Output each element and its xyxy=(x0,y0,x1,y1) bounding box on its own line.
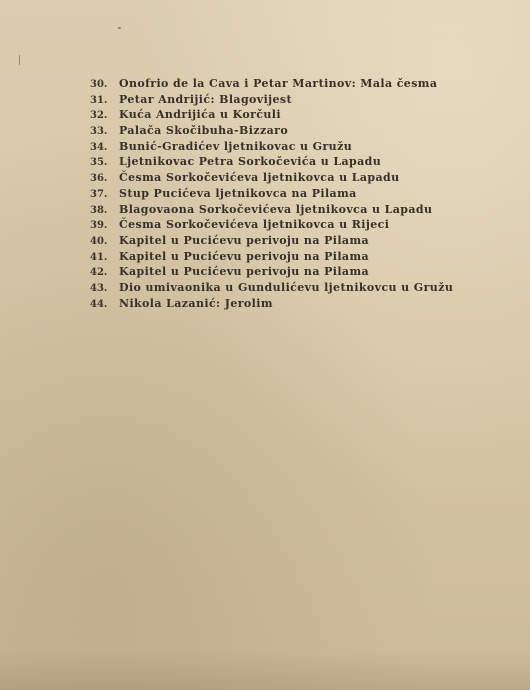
entry-number: 38. xyxy=(90,204,108,216)
list-item xyxy=(90,281,510,297)
ink-speck xyxy=(118,27,121,29)
entry-number: 43. xyxy=(90,282,108,294)
entry-number: 37. xyxy=(90,188,108,200)
entry-number: 44. xyxy=(90,298,108,310)
entry-text: Palača Skočibuha-Bizzaro xyxy=(119,124,289,138)
entry-text: Kapitel u Pucićevu perivoju na Pilama xyxy=(119,249,370,263)
list-item xyxy=(90,218,510,234)
entry-number: 39. xyxy=(90,220,108,232)
entry-text: Stup Pucićeva ljetnikovca na Pilama xyxy=(119,186,357,200)
illustration-list xyxy=(90,77,510,312)
entry-text: Bunić-Gradićev ljetnikovac u Gružu xyxy=(119,139,353,153)
list-item xyxy=(90,234,510,250)
entry-text: Česma Sorkočevićeva ljetnikovca u Rijeci xyxy=(119,218,390,232)
entry-number: 36. xyxy=(90,173,108,185)
entry-text: Nikola Lazanić: Jerolim xyxy=(119,296,273,310)
entry-text: Česma Sorkočevićeva ljetnikovca u Lapadu xyxy=(119,171,400,185)
entry-text: Kapitel u Pucićevu perivoju na Pilama xyxy=(119,265,370,279)
entry-number: 34. xyxy=(90,141,108,153)
list-item xyxy=(90,155,510,171)
entry-number: 31. xyxy=(90,94,108,106)
list-item xyxy=(90,108,510,124)
entry-number: 35. xyxy=(90,157,108,169)
list-item xyxy=(90,203,510,219)
entry-text: Kapitel u Pucićevu perivoju na Pilama xyxy=(119,233,370,247)
page-shadow xyxy=(0,650,530,690)
entry-number: 42. xyxy=(90,267,108,279)
list-item xyxy=(90,77,510,93)
entry-text: Blagovaona Sorkočevićeva ljetnikovca u Lapadu xyxy=(119,202,433,216)
entry-text: Kuća Andrijića u Korčuli xyxy=(119,108,281,122)
entry-number: 33. xyxy=(90,126,108,138)
entry-number: 40. xyxy=(90,235,108,247)
entry-number: 41. xyxy=(90,251,108,263)
entry-text: Petar Andrijić: Blagovijest xyxy=(119,92,293,106)
list-item xyxy=(90,297,510,313)
list-item xyxy=(90,171,510,187)
list-item xyxy=(90,265,510,281)
entry-number: 32. xyxy=(90,110,108,122)
list-item xyxy=(90,187,510,203)
entry-number: 30. xyxy=(90,79,108,90)
list-item xyxy=(90,93,510,109)
list-item xyxy=(90,140,510,156)
ink-speck xyxy=(19,55,20,65)
entry-text: Dio umivaonika u Gundulićevu ljetnikovcu u Gružu xyxy=(119,280,454,294)
entry-text: Ljetnikovac Petra Sorkočevića u Lapadu xyxy=(119,155,382,169)
entry-text: Onofrio de la Cava i Petar Martinov: Mala česma xyxy=(119,77,438,90)
list-item xyxy=(90,250,510,266)
list-item xyxy=(90,124,510,140)
